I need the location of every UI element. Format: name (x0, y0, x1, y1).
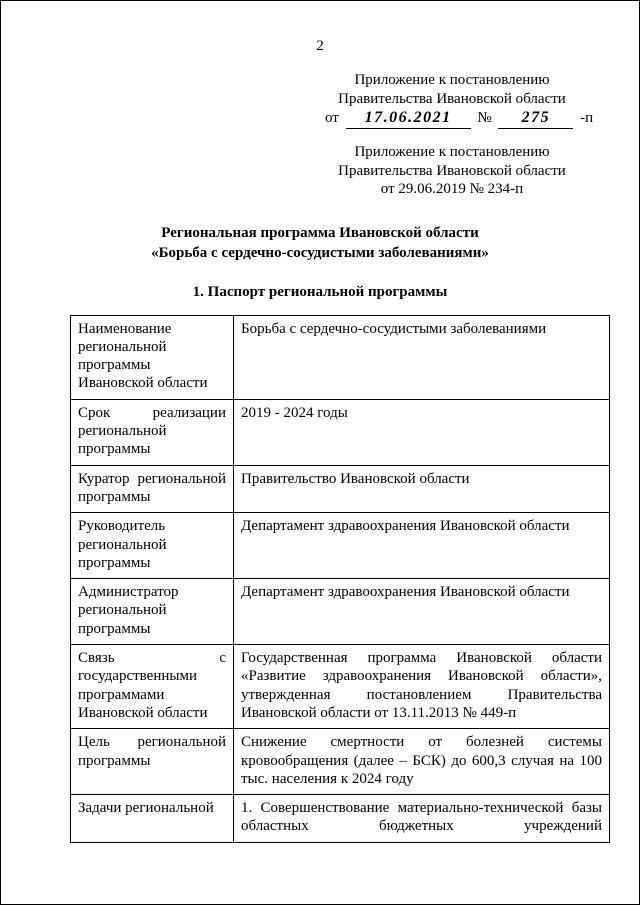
annex1-line1: Приложение к постановлению (354, 72, 550, 89)
row-label: Администратор региональной программы (71, 579, 234, 645)
section-heading: 1. Паспорт региональной программы (192, 284, 448, 301)
table-row (71, 399, 610, 465)
annex1-number-sign: № (477, 109, 492, 126)
annex2-line3: от 29.06.2019 № 234-п (380, 181, 524, 197)
table-row (71, 315, 610, 399)
row-label: Задачи региональной (71, 795, 234, 843)
annex2-line1: Приложение к постановлению (354, 144, 550, 161)
row-label: Связь с государственными программами Ивановской области (71, 645, 234, 729)
annex2-line2: Правительства Ивановской области (338, 162, 566, 179)
table-row (71, 579, 610, 645)
table-row (71, 729, 610, 795)
handwritten-number: 275 (498, 108, 573, 130)
annex1-suffix: -п (580, 109, 594, 126)
annex1-dateline (325, 108, 594, 130)
table-row (71, 795, 610, 843)
handwritten-date: 17.06.2021 (346, 108, 471, 130)
row-label: Куратор региональной программы (71, 465, 234, 513)
annex1-line2: Правительства Ивановской области (338, 90, 566, 107)
document-title-line1: Региональная программа Ивановской области (161, 225, 479, 242)
row-value: 2019 - 2024 годы (234, 399, 610, 465)
row-label: Срок реализации региональной программы (71, 399, 234, 465)
row-value: Государственная программа Ивановской области «Развитие здравоохранения Ивановской области», утвержденная постановлением Правительства Ивановской области от 13.11.2013 № 449-п (234, 645, 610, 729)
row-value: Снижение смертности от болезней системы кровообращения (далее – БСК) до 600,3 случая на 100 тыс. населения к 2024 году (234, 729, 610, 795)
annex1-date-prefix: от (325, 109, 339, 126)
passport-table (70, 315, 610, 843)
row-label: Цель региональной программы (71, 729, 234, 795)
page-number: 2 (316, 38, 324, 54)
table-row (71, 645, 610, 729)
row-label: Наименование региональной программы Ивановской области (71, 315, 234, 399)
annex-block-1 (325, 71, 594, 129)
row-value: 1. Совершенствование материально-технической базы областных бюджетных учреждений (234, 795, 610, 843)
annex-block-2 (325, 143, 579, 198)
document-title (1, 224, 639, 263)
row-label: Руководитель региональной программы (71, 513, 234, 579)
table-row (71, 513, 610, 579)
row-value: Департамент здравоохранения Ивановской области (234, 579, 610, 645)
row-value: Борьба с сердечно-сосудистыми заболеваниями (234, 315, 610, 399)
document-title-line2: «Борьба с сердечно-сосудистыми заболеваниями» (151, 244, 489, 261)
row-value: Департамент здравоохранения Ивановской области (234, 513, 610, 579)
row-value: Правительство Ивановской области (234, 465, 610, 513)
table-row (71, 465, 610, 513)
